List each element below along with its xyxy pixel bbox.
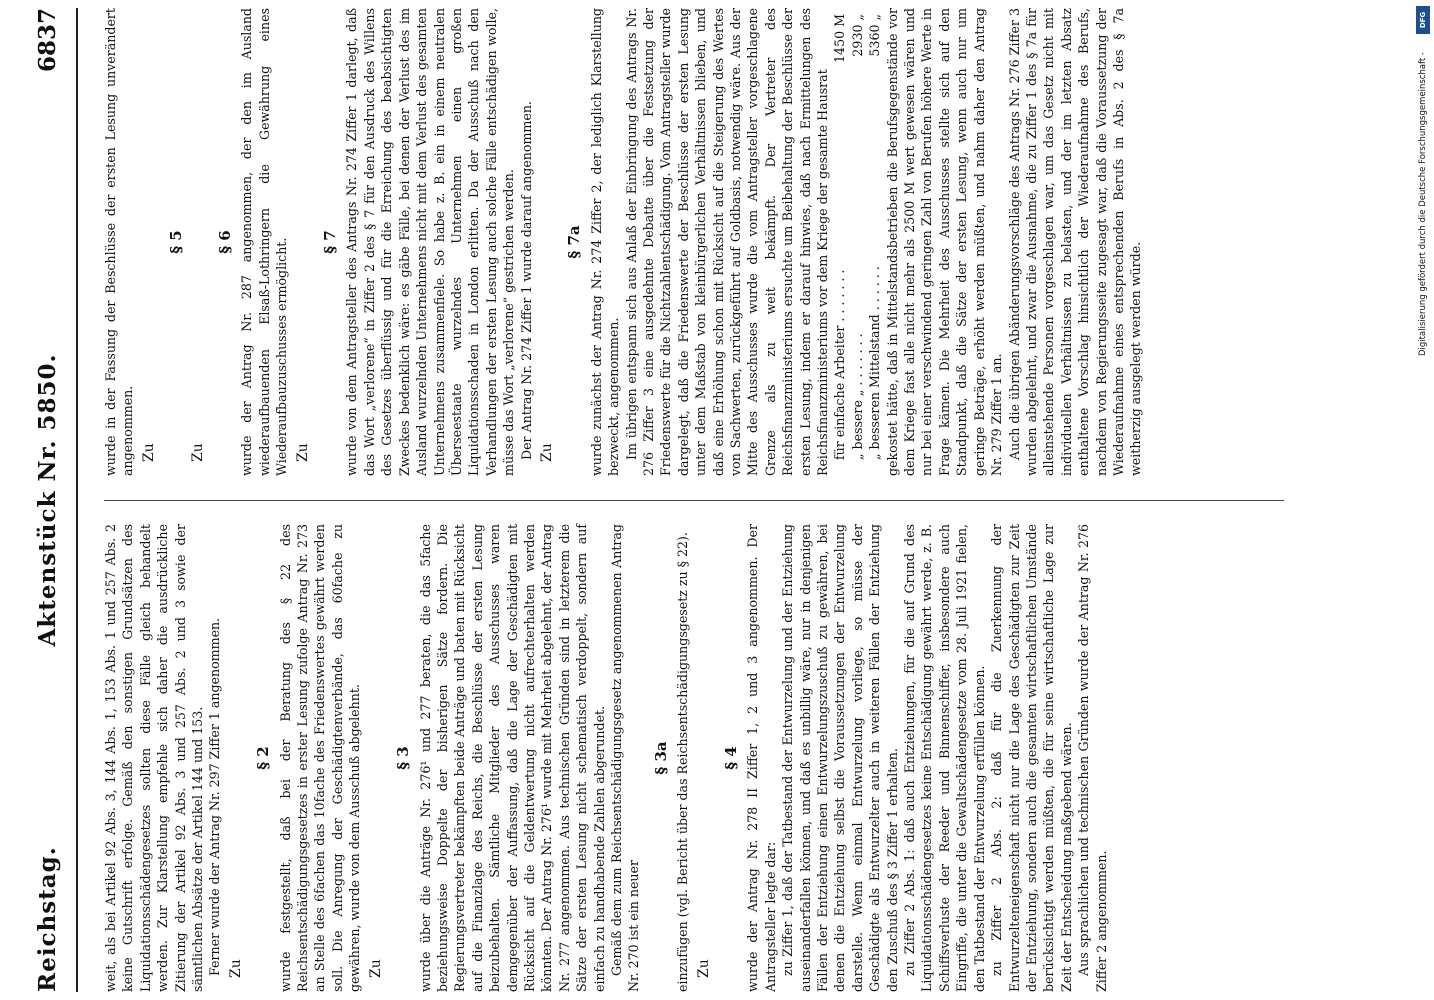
hausrat-row xyxy=(831,8,848,476)
paragraph: wurde über die Anträge Nr. 276¹ und 277 beraten, die das 5fache beziehungsweise Doppelte der bisherigen Sätze fordern. Die Regierungsvertreter bekämpften beide Anträge und baten mit Rücksicht auf die Finanzlage des Reichs, die Beschlüsse der ersten Lesung beizubehalten. Sämtliche Mitglieder des Ausschusses waren demgegenüber der Auffassung, daß die Lage der Geschädigten mit Rücksicht auf die Geldentwertung nicht aufrechterhalten werden könnten. Der Antrag Nr. 276¹ wurde mit Mehrheit abgelehnt, der Antrag Nr. 277 angenommen. Aus technischen Gründen sind in letzterem die Sätze der ersten Lesung nicht schematisch verdoppelt, sondern auf einfach zu handhabende Zahlen abgerundet. xyxy=(417,524,607,992)
zu-label: Zu xyxy=(294,443,311,462)
paragraph: einzufügen (vgl. Bericht über das Reichsentschädigungsgesetz zu § 22). xyxy=(675,532,691,992)
hausrat-row xyxy=(866,8,883,476)
dfg-logo xyxy=(1416,6,1430,34)
paragraph: zu Ziffer 1, daß der Tatbestand der Entwurzelung und der Entziehung auseinanderfallen können, und daß es unbillig wäre, nur in denjenigen Fällen der Entziehung einen Entwurzelungszuschuß zu gewähren, bei denen die Entziehung selbst die Voraussetzungen der Entwurzelung darstelle. Wenn einmal Entwurzelung vorliege, so müsse der Geschädigte als Entwurzelter auch in weiteren Fällen der Entziehung den Zuschuß des § 3 Ziffer 1 erhalten. xyxy=(780,524,900,992)
hausrat-label: „ besseren Mittelstand . . . . . . xyxy=(867,266,883,460)
hausrat-value: 2930 „ xyxy=(849,14,865,57)
paragraph: wurde der Antrag Nr. 287 angenommen, der den im Ausland wiederaufbauenden Elsaß-Lothringern die Gewährung eines Wiederaufbauzuschusses ermöglicht. xyxy=(239,8,290,476)
paragraph: weit, als bei Artikel 92 Abs. 3, 144 Abs. 1, 153 Abs. 1 und 257 Abs. 2 keine Gutschrift erfolge. Gemäß den sonstigen Grundsätzen des Liquidationsschädengesetzes sollten diese Fälle gleich behandelt werden. Zur Klarstellung empfehle sich daher die ausdrückliche Zitierung der Artikel 92 Abs. 3 und 257 Abs. 2 und 3 sowie der sämtlichen Absätze der Artikel 144 und 153. xyxy=(103,524,206,992)
left-column xyxy=(102,524,1110,992)
hausrat-value: 1450 M xyxy=(832,14,848,63)
section-heading: § 4 xyxy=(722,746,740,770)
paragraph: wurde zunächst der Antrag Nr. 274 Ziffer 2, der lediglich Klarstellung bezweckt, angenommen. xyxy=(588,8,622,476)
zu-label: Zu xyxy=(189,443,206,462)
zu-label: Zu xyxy=(538,443,555,462)
section-heading: § 7 xyxy=(321,230,340,254)
list-block xyxy=(866,8,883,476)
column-divider xyxy=(104,500,1284,501)
list-block xyxy=(849,8,866,476)
paragraph: zu Ziffer 2 Abs. 1: daß auch Entziehungen, für die auf Grund des Liquidationsschädengesetzes keine Entschädigung gewährt werde, z. B. Schiffsverluste der Reeder und Binnenschiffer, insbesondere auch Eingriffe, die unter die Gewaltschädengesetze vom 28. Juli 1921 fielen, den Tatbestand der Entwurzelung erfüllen können. xyxy=(902,524,987,992)
zu-label: Zu xyxy=(140,443,157,462)
paragraph: Aus sprachlichen und technischen Gründen wurde der Antrag Nr. 276 Ziffer 2 angenommen. xyxy=(1076,524,1109,992)
paragraph: Der Antrag Nr. 274 Ziffer 1 wurde darauf angenommen. xyxy=(518,101,534,460)
header-left: Reichstag. xyxy=(34,846,61,992)
section-heading: § 6 xyxy=(216,230,235,254)
hausrat-label: für einfache Arbeiter . . . . . . . xyxy=(832,269,848,460)
section-heading: § 7a xyxy=(565,225,584,259)
funding-note: Digitalisierung gefördert durch die Deutsche Forschungsgemeinschaft - xyxy=(1418,52,1428,356)
list-block xyxy=(831,8,848,476)
paragraph: wurde der Antrag Nr. 278 II Ziffer 1, 2 und 3 angenommen. Der Antragsteller legte dar: xyxy=(745,524,778,992)
paragraph: wurde von dem Antragsteller des Antrags Nr. 274 Ziffer 1 darlegt, daß das Wort „verlorene“ in Ziffer 2 des § 7 für den Ausdruck des Willens des Gesetzes überflüssig und für die Erreichung des beabsichtigten Zweckes bedenklich wäre: es gäbe Fälle, bei denen der Verlust des im Ausland wurzelnden Unternehmens nicht mit dem Verlust des gesamten Unternehmens zusammenfiele. So habe z. B. ein in einem neutralen Überseestaate wurzelndes Unternehmen einen großen Liquidationsschaden in London erlitten. Da der Ausschuß nach den Verhandlungen der ersten Lesung auch solche Fälle entschädigen wolle, müsse das Wort „verlorene“ gestrichen werden. xyxy=(344,8,517,476)
zu-label: Zu xyxy=(227,959,244,978)
paragraph: Ferner wurde der Antrag Nr. 297 Ziffer 1 angenommen. xyxy=(207,617,223,976)
document-page xyxy=(20,8,1380,992)
right-column xyxy=(102,8,1145,476)
paragraph: wurde in der Fassung der Beschlüsse der ersten Lesung unverändert angenommen. xyxy=(103,8,136,476)
paragraph: Im übrigen entspann sich aus Anlaß der Einbringung des Antrags Nr. 276 Ziffer 3 eine ausgedehnte Debatte über die Festsetzung der Friedenswerte für die Nichtzahlentschädigung. Vom Antragsteller wurde dargelegt, daß die Friedenswerte der Beschlüsse der ersten Lesung unter dem Maßstab von kleinbürgerlichen Verhältnissen blieben, und daß eine Erhöhung schon mit Rücksicht auf die Steigerung des Wertes von Sachwerten, zurückgeführt auf Goldbasis, notwendig wäre. Aus der Mitte des Ausschusses wurde die vom Antragsteller vorgeschlagene Grenze als zu weit bekämpft. Der Vertreter des Reichsfinanzministeriums ersuchte um Beibehaltung der Beschlüsse der ersten Lesung, indem er darauf hinwies, daß nach Ermittelungen des Reichsfinanzministeriums vor dem Kriege der gesamte Hausrat xyxy=(623,8,831,476)
hausrat-row xyxy=(849,8,866,476)
hausrat-value: 5360 „ xyxy=(867,14,883,57)
paragraph: zu Ziffer 2 Abs. 2: daß für die Zuerkennung der Entwurzelteneigenschaft nicht nur die Lage des Geschädigten zur Zeit der Entziehung, sondern auch die gesamten wirtschaftlichen Umstände berücksichtigt werden müßten, die für seine wirtschaftliche Lage zur Zeit der Entscheidung maßgebend wären. xyxy=(989,524,1074,992)
section-heading: § 3a xyxy=(651,741,670,775)
dfg-logo-text: DFG xyxy=(1419,11,1427,29)
section-heading: § 5 xyxy=(167,230,186,254)
digitization-sidebar xyxy=(1412,0,1434,1000)
zu-label: Zu xyxy=(695,959,712,978)
section-heading: § 2 xyxy=(254,746,273,770)
header-rule xyxy=(76,8,78,992)
page-number: 6837 xyxy=(34,8,61,73)
section-heading: § 3 xyxy=(394,746,413,770)
paragraph: wurde festgestellt, daß bei der Beratung des § 22 des Reichsentschädigungsgesetzes in erster Lesung zufolge Antrag Nr. 273 an Stelle des 6fachen das 10fache des Friedenswertes gewährt werden soll. Die Anregung der Geschädigtenverbände, das 60fache zu gewähren, wurde von dem Ausschuß abgelehnt. xyxy=(277,524,363,992)
paragraph: gekostet hätte, daß in Mittelstandsbetrieben die Berufsgegenstände vor dem Kriege fast alle nicht mehr als 2500 M wert gewesen wären und nur bei einer verschwindend geringen Zahl von Berufen höhere Werte in Frage kämen. Die Mehrheit des Ausschusses stellte sich auf den Standpunkt, daß die Sätze der ersten Lesung, wenn auch nur um geringe Beträge, erhöht werden müßten, und nahm daher den Antrag Nr. 279 Ziffer 1 an. xyxy=(884,8,1005,476)
header-title: Aktenstück Nr. 5850. xyxy=(34,353,61,647)
paragraph: Auch die übrigen Abänderungsvorschläge des Antrags Nr. 276 Ziffer 3 wurden abgelehnt, und zwar die Ausnahme, die zu Ziffer 1 des § 7a für alleinstehende Personen vorgeschlagen war, um das Gesetz nicht mit individuellen Verhältnissen zu belasten, und der im letzten Absatz enthaltene Vorschlag hinsichtlich der Wiederaufnahme des Berufs, nachdem von Regierungsseite zugesagt war, daß die Voraussetzung der Wiederaufnahme eines entsprechenden Berufs in Abs. 2 des § 7a weitherzig ausgelegt werden würde. xyxy=(1006,8,1144,476)
paragraph: Gemäß dem zum Reichsentschädigungsgesetz angenommenen Antrag Nr. 270 ist ein neuer xyxy=(608,524,642,992)
hausrat-label: „ bessere „ . . . . . . . xyxy=(849,333,865,460)
zu-label: Zu xyxy=(367,959,384,978)
